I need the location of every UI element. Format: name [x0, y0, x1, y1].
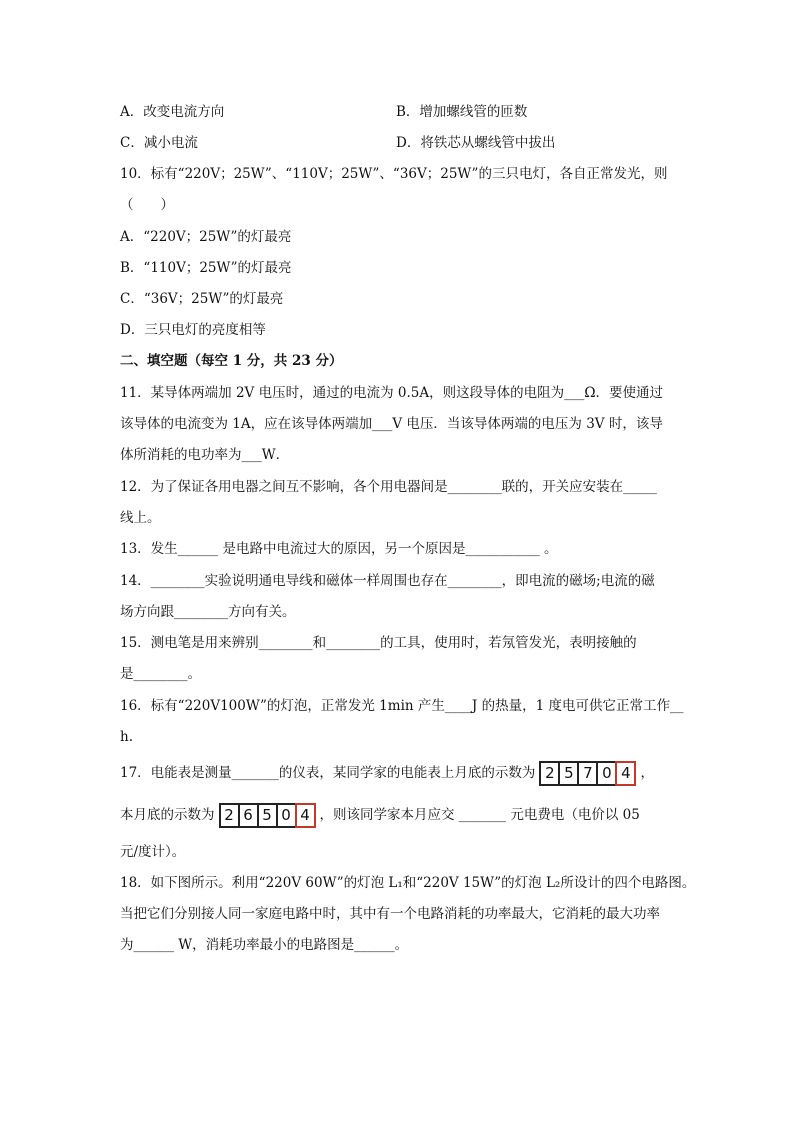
meter-this-month — [219, 803, 316, 828]
meter-digit: 2 — [219, 803, 240, 828]
q15-line1: 15．测电笔是用来辨别________和________的工具，使用时，若氖管发光，表明接触的 — [120, 635, 637, 651]
q17-text-part3: 本月底的示数为 — [120, 807, 215, 823]
q10-option-d: D．三只电灯的亮度相等 — [120, 322, 266, 338]
q11-line1: 11．某导体两端加 2V 电压时，通过的电流为 0.5A，则这段导体的电阻为___Ω．要使通过 — [120, 385, 664, 401]
meter-decimal-digit: 4 — [615, 761, 636, 786]
q9-option-d: D．将铁芯从螺线管中拔出 — [396, 135, 556, 151]
q11-line2: 该导体的电流变为 1A，应在该导体两端加___V 电压．当该导体两端的电压为 3V 时，该导 — [120, 416, 663, 432]
meter-digit: 0 — [276, 803, 297, 828]
q17-text-part4: ，则该同学家本月应交 _______ 元电费电（电价以 05 — [319, 807, 640, 823]
q18-line2: 当把它们分别接人同一家庭电路中时，其中有一个电路消耗的功率最大，它消耗的最大功率 — [120, 906, 660, 922]
q9-option-b: B．增加螺线管的匝数 — [396, 104, 528, 120]
meter-last-month — [539, 761, 636, 786]
q17-text-part2: ， — [640, 765, 654, 781]
q12-line1: 12．为了保证各用电器之间互不影响，各个用电器间是________联的，开关应安装在_____ — [120, 479, 657, 495]
q18-line3: 为______ W，消耗功率最小的电路图是______。 — [120, 937, 409, 953]
q14-line2: 场方向跟________方向有关。 — [120, 604, 296, 620]
meter-digit: 2 — [539, 761, 560, 786]
q9-option-c: C．减小电流 — [120, 135, 198, 151]
q17-line3: 元/度计）。 — [120, 844, 186, 860]
q9-option-a: A．改变电流方向 — [120, 104, 225, 120]
q10-stem-line2: （ ） — [120, 197, 174, 213]
q15-line2: 是________。 — [120, 666, 201, 682]
q17-text-part1: 17．电能表是测量_______的仪表，某同学家的电能表上月底的示数为 — [120, 765, 536, 781]
q10-option-a: A．“220V；25W”的灯最亮 — [120, 229, 292, 245]
q16-line1: 16．标有“220V100W”的灯泡，正常发光 1min 产生____J 的热量，1 度电可供它正常工作__ — [120, 698, 684, 714]
q17-line2 — [120, 800, 640, 830]
q14-line1: 14．________实验说明通电导线和磁体一样周围也存在________，即电流的磁场;电流的磁 — [120, 573, 655, 589]
meter-decimal-digit: 4 — [295, 803, 316, 828]
meter-digit: 6 — [238, 803, 259, 828]
meter-digit: 5 — [257, 803, 278, 828]
q10-option-b: B．“110V；25W”的灯最亮 — [120, 260, 292, 276]
q10-stem-line1: 10．标有“220V；25W”、“110V；25W”、“36V；25W”的三只电灯，各自正常发光，则 — [120, 166, 668, 182]
q13-line1: 13．发生______ 是电路中电流过大的原因，另一个原因是___________ 。 — [120, 541, 558, 557]
q10-option-c: C．“36V；25W”的灯最亮 — [120, 291, 284, 307]
q18-line1: 18．如下图所示。利用“220V 60W”的灯泡 L₁和“220V 15W”的灯泡 L₂所设计的四个电路图。 — [120, 875, 696, 891]
meter-digit: 5 — [558, 761, 579, 786]
meter-digit: 0 — [596, 761, 617, 786]
q12-line2: 线上。 — [120, 510, 161, 526]
q16-line2: h. — [120, 729, 133, 745]
q11-line3: 体所消耗的电功率为___W． — [120, 447, 290, 463]
section-title: 二、填空题（每空 1 分，共 23 分） — [120, 353, 343, 369]
q17-line1 — [120, 758, 654, 788]
meter-digit: 7 — [577, 761, 598, 786]
